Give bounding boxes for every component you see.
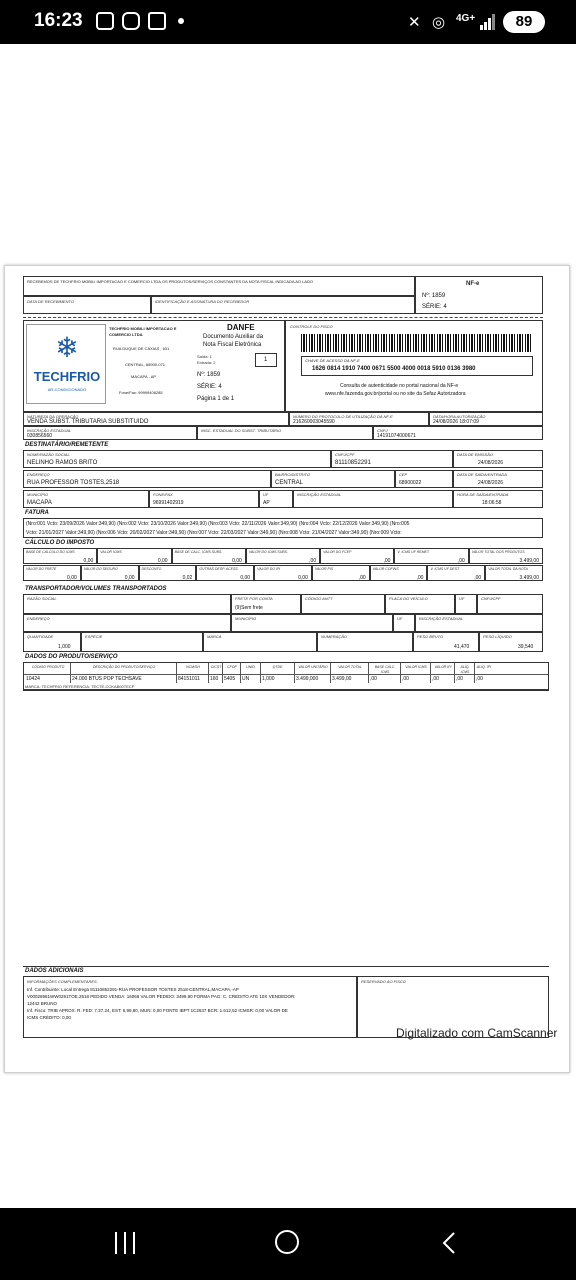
column-divider <box>294 663 295 683</box>
numbering-box <box>317 632 413 652</box>
exit-date-label: DATA DE SAÍDA/ENTRADA <box>457 472 507 477</box>
nfe-series: SÉRIE: 4 <box>422 304 447 310</box>
transport-section-title: TRANSPORTADOR/VOLUMES TRANSPORTADOS <box>25 586 167 592</box>
net-weight-label: PESO LÍQUIDO <box>483 634 512 639</box>
image-viewer[interactable] <box>0 44 576 1208</box>
product-cell: ,00 <box>402 676 409 682</box>
tax-cell-1 <box>97 548 171 564</box>
net-weight-value: 39,540 <box>518 644 534 650</box>
phone-value: 96991402919 <box>153 500 184 506</box>
plate-label: PLACA DO VEÍCULO <box>389 596 428 601</box>
additional-top-line <box>23 966 549 967</box>
mute-icon: ✕ <box>408 14 421 31</box>
nature-value: VENDA SUBST. TRIBUTARIA SUBSTITUIDO <box>27 419 149 425</box>
receipt-date-label: DATA DE RECEBIMENTO <box>27 299 74 304</box>
nfe-box <box>415 276 543 314</box>
tax-cell-label: VALOR DO ICMS SUBS. <box>248 550 288 554</box>
ie-sub-box <box>197 426 373 440</box>
tax-cell-2-3 <box>196 565 254 581</box>
product-cell: 160 <box>210 676 219 682</box>
tax-cell-2 <box>172 548 246 564</box>
danfe-page: Página 1 de 1 <box>197 396 235 402</box>
saida-label: Saída: 1 <box>197 354 212 359</box>
antt-box <box>301 594 385 614</box>
freight-label: FRETE POR CONTA <box>235 596 273 601</box>
ie-label: INSCRIÇÃO ESTADUAL <box>27 428 72 433</box>
tax-cell-label: VALOR ICMS <box>100 550 122 554</box>
tax-cell-2-label: VALOR DO SEGURO <box>83 567 118 571</box>
tax-cell-2-value: ,00 <box>416 575 424 581</box>
district-box <box>271 470 395 488</box>
exit-time-value: 18:06:58 <box>482 500 502 506</box>
dest-ie-label: INSCRIÇÃO ESTADUAL <box>297 492 342 497</box>
invoice-line-2: Vcto: 21/01/2027 Valor:349,90) (Nro:006 Vcto: 20/02/2027 Valor:349,90) (Nro:007 Vcto: 22/03/2027 Valor:349,90) (Nro:008 Vcto: 21/04/2027 Valor:349,90) (Nro:009 Vcto: <box>26 530 402 536</box>
exit-time-box <box>453 490 543 508</box>
species-box <box>81 632 203 652</box>
transport-uf-box <box>455 594 477 614</box>
tax-cell-2-0 <box>23 565 81 581</box>
transport-cnpj-label: CNPJ/CPF <box>481 596 501 601</box>
product-cell: ,00 <box>370 676 377 682</box>
quantity-box <box>23 632 81 652</box>
exit-date-value: 24/08/2026 <box>478 480 504 486</box>
antt-label: CÓDIGO ANTT <box>305 596 333 601</box>
quantity-label: QUANTIDADE <box>27 634 54 639</box>
issuer-district: CENTRAL, 68900-071 <box>125 362 166 367</box>
fisco-label: CONTROLE DO FISCO <box>290 324 333 329</box>
tax-cell-2-value: ,00 <box>358 575 366 581</box>
invoice-line-1: (Nro:001 Vcto: 23/09/2026 Valor:349,90) (Nro:002 Vcto: 23/10/2026 Valor:349,90) (Nro:003 Vcto: 22/11/2026 Valor:349,90) (Nro:004 Vcto: 22/12/2026 Valor:349,90) (Nro:005 <box>26 521 410 527</box>
tax-cell-3 <box>246 548 320 564</box>
info-line: V00026961WW0291TOE.2518 PEDIDO VENDA: 16066 VALOR PEDIDO: 3499,90 FORMA PAG: C. CREDITO ATE 10X VENDEDOR: <box>27 994 296 999</box>
products-end-line <box>23 690 549 691</box>
tax-cell-value: 0,00 <box>83 558 94 564</box>
navigation-bar <box>0 1208 576 1280</box>
city-value: MACAPA <box>27 500 52 506</box>
info-line: 12442 BRUNO <box>27 1001 58 1006</box>
cnpj-label: CNPJ <box>377 428 388 433</box>
issuer-name: TECHFRIO MOBILI IMPORTACAO E COMERCIO LTDA <box>109 326 177 337</box>
city-label: MUNICÍPIO <box>27 492 49 497</box>
danfe-subtitle-1: Documento Auxiliar da <box>203 334 264 340</box>
transport-address-label: ENDEREÇO <box>27 616 50 621</box>
uf-label: UF <box>263 492 269 497</box>
access-key-label: CHAVE DE ACESSO DA NF-E <box>305 358 360 363</box>
logo-name: TECHFRIO <box>33 369 101 384</box>
nfe-number: Nº: 1859 <box>422 293 446 299</box>
auth-label: DATA/HORA AUTORIZAÇÃO <box>433 414 486 419</box>
status-time: 16:23 <box>34 10 83 31</box>
status-bar <box>0 0 576 44</box>
product-cell: 5405 <box>224 676 236 682</box>
freight-box <box>231 594 301 614</box>
consult-line-2: www.nfe.fazenda.gov.br/portal ou no site da Sefaz Autorizadora <box>325 391 466 397</box>
header-divider <box>24 674 548 675</box>
tax-cell-5 <box>394 548 468 564</box>
tax-cell-2-label: VALOR TOTAL DA NOTA <box>488 567 528 571</box>
product-column-header: CFOP <box>227 665 237 669</box>
access-key: 1626 0814 1910 7400 0671 5500 4000 0018 5910 0136 3980 <box>312 366 476 372</box>
snowflake-icon: ❄ <box>55 332 79 363</box>
issuer-city: MACAPA - AP <box>131 374 157 379</box>
product-column-header: BASE CÁLC. ICMS <box>374 665 396 674</box>
tax-cell-value: 0,00 <box>232 558 242 564</box>
tax-cell-2-label: VALOR DO IPI <box>257 567 281 571</box>
product-cell: 10424 <box>26 676 40 682</box>
product-column-header: ALÍQ. IPI <box>476 665 492 669</box>
product-column-header: UNID. <box>246 665 256 669</box>
cnpj-value: 14191074000671 <box>377 433 416 439</box>
tax-cell-2-label: V. ICMS UF DEST. <box>430 567 460 571</box>
network-type: 4G+ <box>456 13 476 24</box>
transport-uf2-label: UF <box>397 616 403 621</box>
danfe-type: 1 <box>264 357 268 363</box>
exit-time-label: HORA DE SAÍDA/ENTRADA <box>457 492 509 497</box>
transport-ie-box <box>415 614 543 632</box>
product-cell: 3.499,000 <box>296 676 319 682</box>
city-box <box>23 490 149 508</box>
tax-cell-label: BASE DE CÁLCULO DO ICMS <box>26 550 75 554</box>
logo-subtitle: AR-CONDICIONADO <box>47 387 87 392</box>
danfe-subtitle-2: Nota Fiscal Eletrônica <box>203 342 262 348</box>
auth-box <box>429 412 543 426</box>
tax-cell-2-6 <box>370 565 428 581</box>
address-label: ENDEREÇO <box>27 472 50 477</box>
product-column-header: VALOR TOTAL <box>338 665 362 669</box>
product-column-header: VALOR IPI <box>434 665 452 669</box>
transport-cnpj-box <box>477 594 543 614</box>
tax-cell-2-value: 0,00 <box>124 575 135 581</box>
ie-sub-label: INSC. ESTADUAL DO SUBST. TRIBUTÁRIO <box>201 428 282 433</box>
tax-cell-2-label: OUTRAS DESP. ACESS. <box>199 567 239 571</box>
transport-uf2-box <box>393 614 415 632</box>
uf-box <box>259 490 293 508</box>
product-cell: 84151011 <box>178 676 200 682</box>
gross-weight-value: 41,470 <box>454 644 470 650</box>
tax-cell-2-value: ,00 <box>474 575 482 581</box>
column-divider <box>368 663 369 683</box>
transport-uf-label: UF <box>459 596 465 601</box>
column-divider <box>474 663 475 683</box>
additional-section-title: DADOS ADICIONAIS <box>25 968 84 974</box>
brand-label: MARCA <box>207 634 222 639</box>
notification-dot-icon <box>178 18 184 24</box>
transport-city-label: MUNICÍPIO <box>235 616 257 621</box>
tax-cell-2-8 <box>485 565 543 581</box>
transport-address-box <box>23 614 231 632</box>
address-box <box>23 470 271 488</box>
cep-value: 68900022 <box>399 480 422 486</box>
nature-box <box>23 412 289 426</box>
product-cell: ,00 <box>432 676 439 682</box>
dest-name-label: NOME/RAZÃO SOCIAL <box>27 452 70 457</box>
receipt-date-box <box>23 296 151 314</box>
brand-box <box>203 632 317 652</box>
product-cell: ,00 <box>476 676 483 682</box>
district-label: BAIRRO/DISTRITO <box>275 472 311 477</box>
dest-cpf: 81110852291 <box>335 460 371 466</box>
address-value: RUA PROFESSOR TOSTES,2518 <box>27 480 120 486</box>
product-mark: MARCA: TECHFRIO REFERENCIA: TECTE-CCKAB00TECP <box>25 684 135 689</box>
product-column-header: ALÍQ. ICMS <box>460 665 470 674</box>
dest-ie-box <box>293 490 453 508</box>
tax-cell-2-value: 0,00 <box>240 575 251 581</box>
tax-cell-value: ,00 <box>383 558 391 564</box>
plate-box <box>385 594 455 614</box>
product-cell: 1,000 <box>262 676 275 682</box>
tax-cell-2-value: 3.499,00 <box>519 575 539 581</box>
protocol-box <box>289 412 429 426</box>
products-section-title: DADOS DO PRODUTO/SERVIÇO <box>25 654 118 660</box>
column-divider <box>176 663 177 683</box>
info-line: ICMS CRÉDITO: 0,00 <box>27 1015 71 1020</box>
product-column-header: NCM/SH <box>186 665 200 669</box>
entrada-label: Entrada: 2 <box>197 360 216 365</box>
barcode <box>301 334 533 352</box>
tax-cell-label: VALOR DO FCEP <box>323 550 352 554</box>
column-divider <box>260 663 261 683</box>
emission-value: 24/08/2026 <box>478 460 504 466</box>
tax-cell-label: V. ICMS UF REMET. <box>397 550 430 554</box>
access-key-box <box>301 356 533 376</box>
tax-cell-2-value: 0,02 <box>182 575 193 581</box>
issuer-street: RUA DUQUE DE CAXIAS , 631 <box>113 346 170 351</box>
column-divider <box>208 663 209 683</box>
info-line: Inf. Contribuinte: Local Entrega 81110852291-RUA PROFESSOR TOSTES 2518-CENTRAL,MACAPA,-AP <box>27 987 239 992</box>
tax-cell-2-1 <box>81 565 139 581</box>
column-divider <box>454 663 455 683</box>
receipt-sign-label: IDENTIFICAÇÃO E ASSINATURA DO RECEBEDOR <box>155 299 250 304</box>
battery-level: 89 <box>503 11 545 33</box>
info-label: INFORMAÇÕES COMPLEMENTARES <box>27 979 97 984</box>
danfe-series: SÉRIE: 4 <box>197 384 222 390</box>
product-column-header: VALOR UNITÁRIO <box>298 665 328 669</box>
product-column-header: QTDE. <box>272 665 284 669</box>
tax-cell-6 <box>469 548 543 564</box>
column-divider <box>70 663 71 683</box>
tax-cell-2-label: VALOR PIS <box>314 567 334 571</box>
tax-section-title: CÁLCULO DO IMPOSTO <box>25 540 95 546</box>
tax-cell-label: VALOR TOTAL DOS PRODUTOS <box>471 550 525 554</box>
cut-line <box>23 317 543 318</box>
dest-section-title: DESTINATÁRIO/REMETENTE <box>25 442 109 448</box>
product-column-header: VALOR ICMS <box>405 665 427 669</box>
danfe-type-box <box>255 353 277 367</box>
phone-label: FONE/FAX <box>153 492 173 497</box>
app-icon <box>148 12 166 30</box>
tax-cell-2-label: DESCONTO <box>141 567 162 571</box>
numbering-label: NUMERAÇÃO <box>321 634 348 639</box>
dest-name: NELINHO RAMOS BRITO <box>27 460 98 466</box>
cep-box <box>395 470 453 488</box>
techfrio-logo <box>26 324 106 404</box>
product-cell: ,00 <box>456 676 463 682</box>
auth-value: 24/08/2026 18:07:09 <box>433 419 479 425</box>
column-divider <box>330 663 331 683</box>
net-weight-box <box>479 632 543 652</box>
uf-value: AP <box>263 500 270 506</box>
emission-label: DATA DE EMISSÃO <box>457 452 493 457</box>
ie-value: 030856560 <box>27 433 53 439</box>
protocol-value: 216260003045590 <box>293 419 335 425</box>
recent-apps-button[interactable] <box>115 1232 137 1254</box>
issuer-phone: Fone/Fax: 99999406285 <box>119 390 163 395</box>
consult-line-1: Consulta de autenticidade no portal nacional da NF-e <box>340 383 459 389</box>
freight-value: (9)Sem frete <box>235 605 263 611</box>
tax-cell-2-4 <box>254 565 312 581</box>
product-cell: 24.000 BTUS POP TECHSAVE <box>72 676 142 682</box>
camscanner-watermark: Digitalizado com CamScanner <box>396 1026 558 1040</box>
product-column-header: O/CST <box>210 665 222 669</box>
tax-cell-value: 0,00 <box>157 558 168 564</box>
protocol-label: NÚMERO DO PROTOCOLO DE UTILIZAÇÃO DA NF-E <box>293 414 393 419</box>
tax-cell-2-value: 0,00 <box>298 575 308 581</box>
tax-cell-2-label: VALOR DO FRETE <box>26 567 57 571</box>
reserved-label: RESERVADO AO FISCO <box>361 979 406 984</box>
dest-name-box <box>23 450 331 468</box>
cnpj-box <box>373 426 543 440</box>
transport-ie-label: INSCRIÇÃO ESTADUAL <box>419 616 464 621</box>
info-box <box>23 976 357 1038</box>
species-label: ESPÉCIE <box>85 634 103 639</box>
column-divider <box>430 663 431 683</box>
screenshot-icon <box>96 12 114 30</box>
hotspot-icon: ◎ <box>432 14 446 31</box>
tax-cell-2-value: 0,00 <box>67 575 77 581</box>
transport-razao-label: RAZÃO SOCIAL <box>27 596 57 601</box>
back-button[interactable] <box>442 1232 456 1254</box>
district-value: CENTRAL <box>275 480 304 486</box>
tax-cell-2-7 <box>427 565 485 581</box>
product-column-header: CÓDIGO PRODUTO <box>31 665 65 669</box>
instagram-icon <box>122 12 140 30</box>
home-button[interactable] <box>275 1230 299 1254</box>
danfe-title: DANFE <box>227 323 255 332</box>
signal-icon <box>480 14 496 30</box>
dest-cpf-box <box>331 450 453 468</box>
cep-label: CEP <box>399 472 408 477</box>
ie-box <box>23 426 197 440</box>
tax-cell-value: ,00 <box>309 558 317 564</box>
receipt-sign-box <box>151 296 415 314</box>
phone-box <box>149 490 259 508</box>
tax-cell-value: 3.499,00 <box>519 558 539 564</box>
emission-box <box>453 450 543 468</box>
tax-cell-4 <box>320 548 394 564</box>
receipt-text: RECEBEMOS DE TECHFRIO MOBILI IMPORTACAO E COMERCIO LTDA OS PRODUTOS/SERVIÇOS CONSTANTES DA NOTA FISCAL INDICADA AO LADO <box>27 279 313 284</box>
quantity-value: 1,000 <box>58 644 71 650</box>
invoice-section-title: FATURA <box>25 510 49 516</box>
column-divider <box>400 663 401 683</box>
gross-weight-box <box>413 632 479 652</box>
product-column-header: DESCRIÇÃO DO PRODUTO/SERVIÇO <box>92 665 156 669</box>
gross-weight-label: PESO BRUTO <box>417 634 444 639</box>
nfe-label: NF-e <box>466 281 480 287</box>
dest-cpf-label: CNPJ/CPF <box>335 452 355 457</box>
tax-cell-0 <box>23 548 97 564</box>
tax-cell-value: ,00 <box>457 558 465 564</box>
tax-cell-2-5 <box>312 565 370 581</box>
tax-cell-label: BASE DE CALC. ICMS SUBS. <box>174 550 223 554</box>
tax-cell-2-label: VALOR COFINS <box>372 567 399 571</box>
tax-cell-2-2 <box>139 565 197 581</box>
column-divider <box>240 663 241 683</box>
invoice-box <box>23 518 543 538</box>
nature-label: NATUREZA DA OPERAÇÃO <box>27 414 79 419</box>
product-cell: UN <box>242 676 250 682</box>
danfe-number: Nº: 1859 <box>197 372 221 378</box>
info-line: Inf. Fisco: TRIB APROX. R. FED: 7,37,24, EST: 6,99,80, MUN: 0,00 FONTE IBPT 1C2637 BCR: 1.612,52 ICMSR: 0,00 VALOR DE <box>27 1008 288 1013</box>
column-divider <box>222 663 223 683</box>
product-cell: 3.499,00 <box>332 676 352 682</box>
exit-date-box <box>453 470 543 488</box>
receipt-box <box>23 276 415 296</box>
transport-city-box <box>231 614 393 632</box>
danfe-document <box>4 265 570 1073</box>
transport-razao-box <box>23 594 231 614</box>
